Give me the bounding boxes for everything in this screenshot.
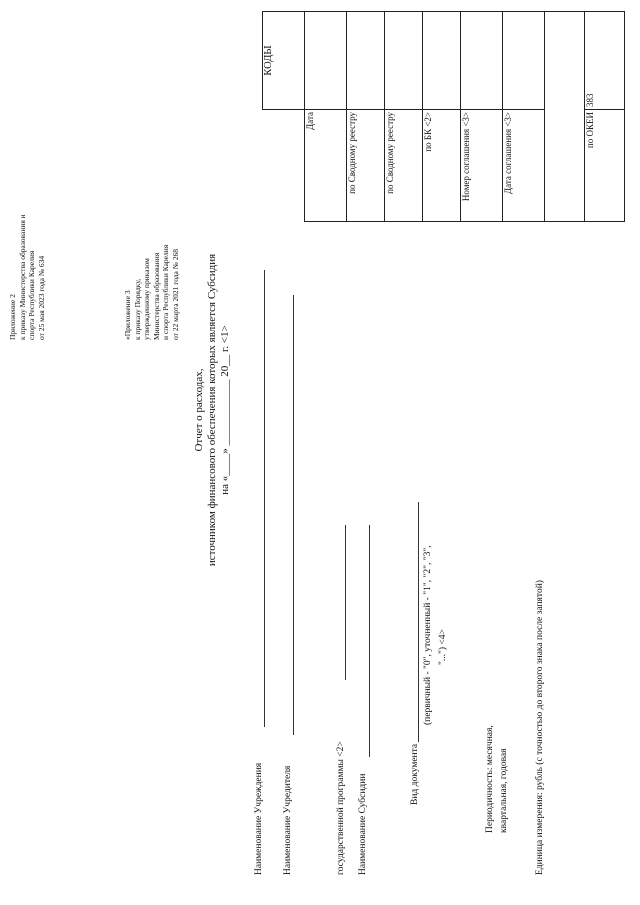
- bk-label: по БК <2>: [423, 110, 461, 222]
- agreement-number-label: Номер соглашения <3>: [461, 110, 503, 222]
- agreement-date-value: [503, 12, 545, 110]
- okei-value: 383: [585, 12, 625, 110]
- consolidated-value: [347, 12, 385, 110]
- annex-previous-line: и спорта Республики Карелия: [161, 244, 171, 340]
- subsidy-label: Наименование Субсидии: [358, 773, 368, 875]
- periodicity-label: Периодичность: месячная,: [485, 725, 495, 833]
- consolidated-value: [385, 12, 423, 110]
- doc-type-note: "...") <4>: [438, 629, 448, 665]
- founder-label: Наименование Учредителя: [283, 765, 293, 875]
- annex-previous-line: к приказу Порядку,: [132, 278, 142, 340]
- institution-line: [264, 270, 265, 727]
- bk-value: [423, 12, 461, 110]
- annex-current-line: от 25 мая 2023 года № 634: [36, 255, 46, 340]
- annex-current-line: к приказу Министерства образования и: [17, 214, 27, 340]
- doc-type-line: [418, 502, 419, 742]
- doc-type-label: Вид документа: [410, 743, 420, 805]
- founder-line: [293, 295, 294, 735]
- date-value: [305, 12, 347, 110]
- institution-label: Наименование Учреждения: [254, 762, 264, 875]
- consolidated-label: по Сводному реестру: [385, 110, 423, 222]
- program-line: [345, 525, 346, 680]
- codes-table: [262, 11, 625, 222]
- doc-type-note: (первичный - "0", уточненный - "1", "2", "3",: [423, 545, 433, 725]
- unit-label: Единица измерения: рубль (с точностью до второго знака после запятой): [535, 580, 545, 875]
- date-label: Дата: [305, 110, 347, 222]
- program-label: государственной программы <2>: [336, 741, 346, 875]
- subsidy-line: [369, 525, 370, 757]
- annex-previous: [123, 140, 181, 340]
- periodicity-label: квартальная, годовая: [499, 748, 509, 833]
- codes-header: КОДЫ: [263, 12, 305, 110]
- annex-current-line: Приложение 2: [8, 294, 17, 340]
- blank-cell: [545, 12, 585, 110]
- agreement-date-label: Дата соглашения <3>: [503, 110, 545, 222]
- annex-current: [8, 128, 46, 340]
- report-title-line: Отчет о расходах,: [193, 368, 205, 452]
- consolidated-label: по Сводному реестру: [347, 110, 385, 222]
- annex-current-line: спорта Республики Карелия: [27, 250, 37, 340]
- annex-previous-line: Министерства образования: [151, 252, 161, 340]
- okei-label: по ОКЕИ: [585, 110, 625, 222]
- report-date-line: на «____» ____________ 20__ г. <1>: [219, 325, 231, 495]
- report-title: [193, 215, 232, 605]
- annex-previous-line: утвержденному приказом: [142, 258, 152, 340]
- agreement-number-value: [461, 12, 503, 110]
- report-title-line: источником финансового обеспечения которых является Субсидия: [206, 253, 218, 567]
- annex-previous-line: «Приложение 3: [123, 290, 132, 340]
- annex-previous-line: от 22 марта 2021 года № 268: [170, 248, 180, 340]
